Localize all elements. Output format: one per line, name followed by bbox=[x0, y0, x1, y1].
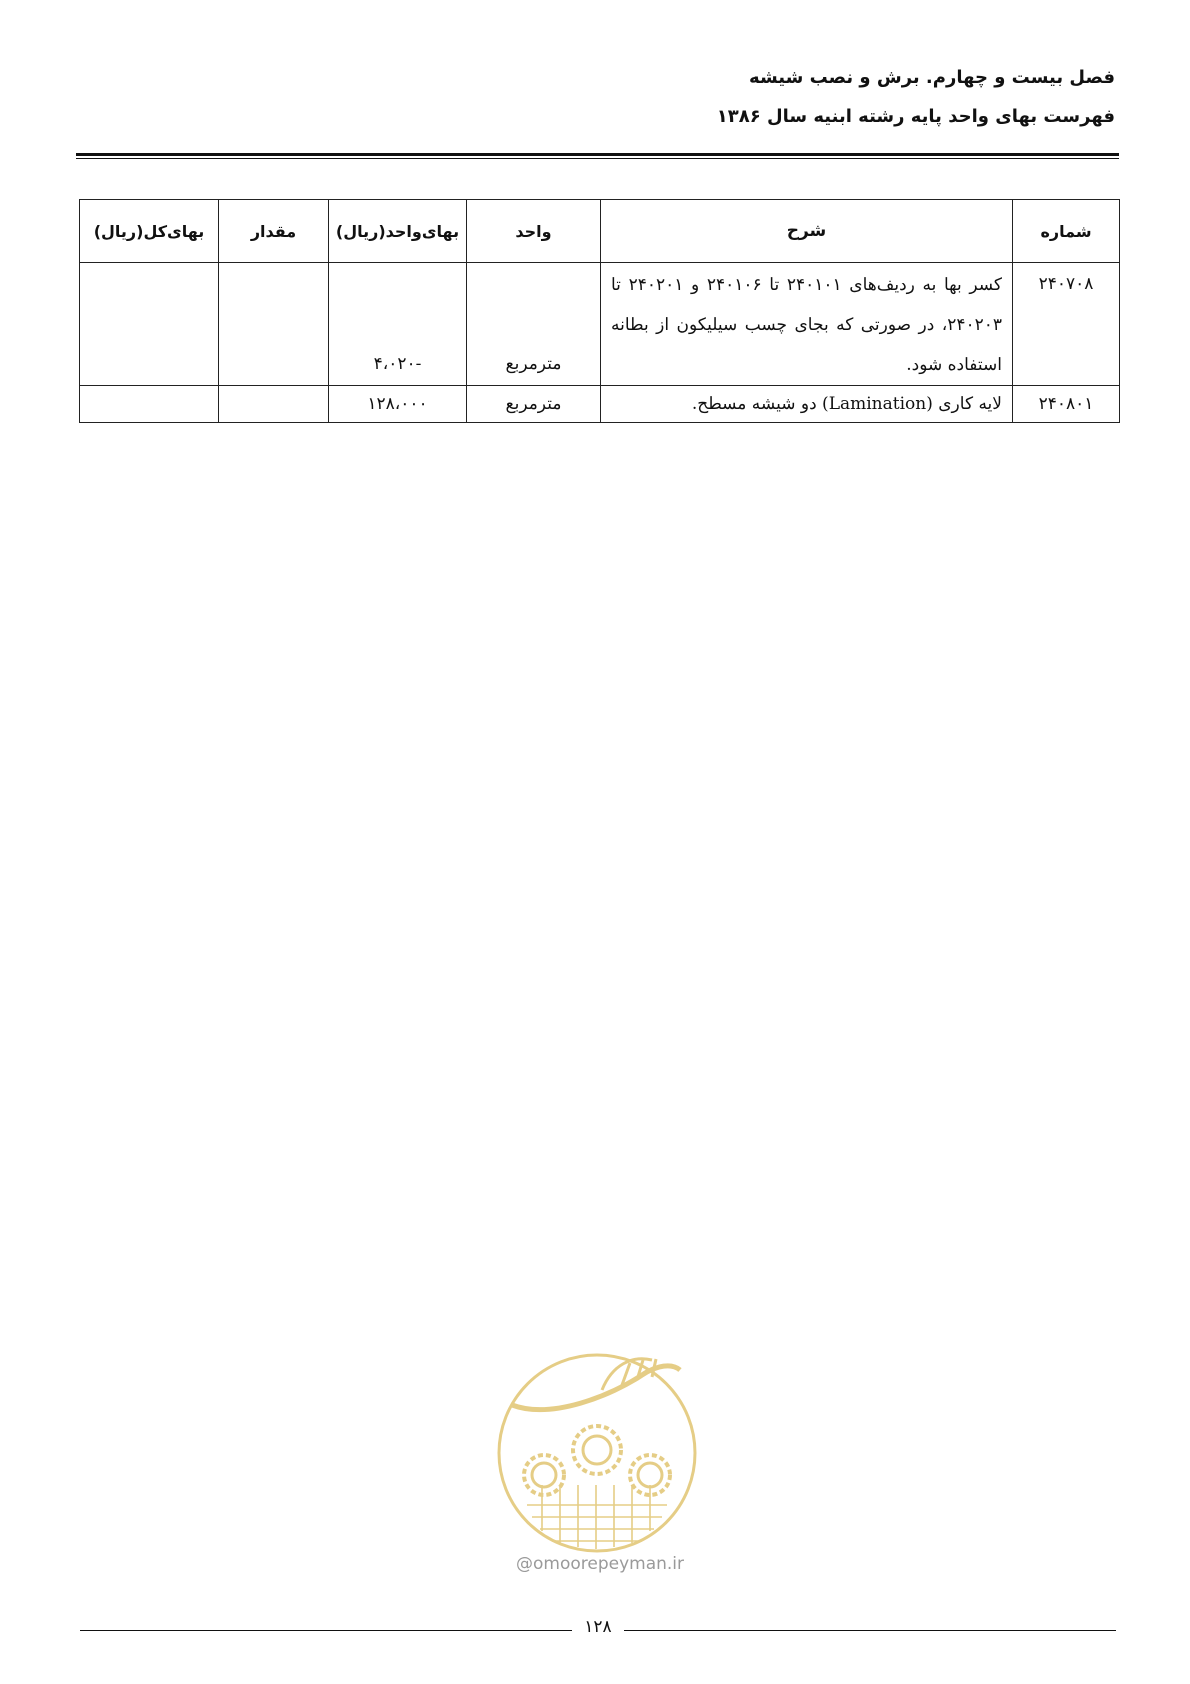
row-unit-price: -۴،۰۲۰ bbox=[329, 263, 467, 386]
chapter-title: فصل بیست و چهارم. برش و نصب شیشه bbox=[749, 67, 1115, 88]
page-number: ۱۲۸ bbox=[584, 1617, 612, 1637]
row-unit-price: ۱۲۸،۰۰۰ bbox=[329, 386, 467, 423]
watermark-site: @omoorepeyman.ir bbox=[515, 1554, 685, 1574]
table-header-row bbox=[80, 200, 1120, 263]
row-unit: مترمربع bbox=[467, 263, 601, 386]
row-total-price bbox=[80, 263, 219, 386]
row-number: ۲۴۰۸۰۱ bbox=[1013, 386, 1120, 423]
list-title: فهرست بهای واحد پایه رشته ابنیه سال ۱۳۸۶ bbox=[716, 106, 1115, 127]
footer-rule-right bbox=[624, 1630, 1116, 1631]
column-header-total-price: بهای‌کل(ریال) bbox=[80, 200, 219, 263]
row-description: لایه کاری (Lamination) دو شیشه مسطح. bbox=[601, 386, 1013, 423]
row-quantity bbox=[219, 386, 329, 423]
column-header-unit-price: بهای‌واحد(ریال) bbox=[329, 200, 467, 263]
column-header-quantity: مقدار bbox=[219, 200, 329, 263]
row-description: کسر بها به ردیف‌های ۲۴۰۱۰۱ تا ۲۴۰۱۰۶ و ۲۴۰۲۰۱ تا ۲۴۰۲۰۳، در صورتی که بجای چسب سیلیکون از بطانه استفاده شود. bbox=[601, 263, 1013, 386]
header-rule-thin bbox=[76, 158, 1119, 159]
column-header-unit: واحد bbox=[467, 200, 601, 263]
row-unit: مترمربع bbox=[467, 386, 601, 423]
price-table bbox=[79, 199, 1120, 423]
table-row bbox=[80, 386, 1120, 423]
row-number: ۲۴۰۷۰۸ bbox=[1013, 263, 1120, 386]
header-rule-thick bbox=[76, 153, 1119, 156]
column-header-number: شماره bbox=[1013, 200, 1120, 263]
column-header-description: شرح bbox=[601, 200, 1013, 263]
table-row bbox=[80, 263, 1120, 386]
footer-rule-left bbox=[80, 1630, 572, 1631]
page-header bbox=[717, 58, 1115, 132]
watermark-logo bbox=[492, 1335, 702, 1575]
row-quantity bbox=[219, 263, 329, 386]
row-total-price bbox=[80, 386, 219, 423]
